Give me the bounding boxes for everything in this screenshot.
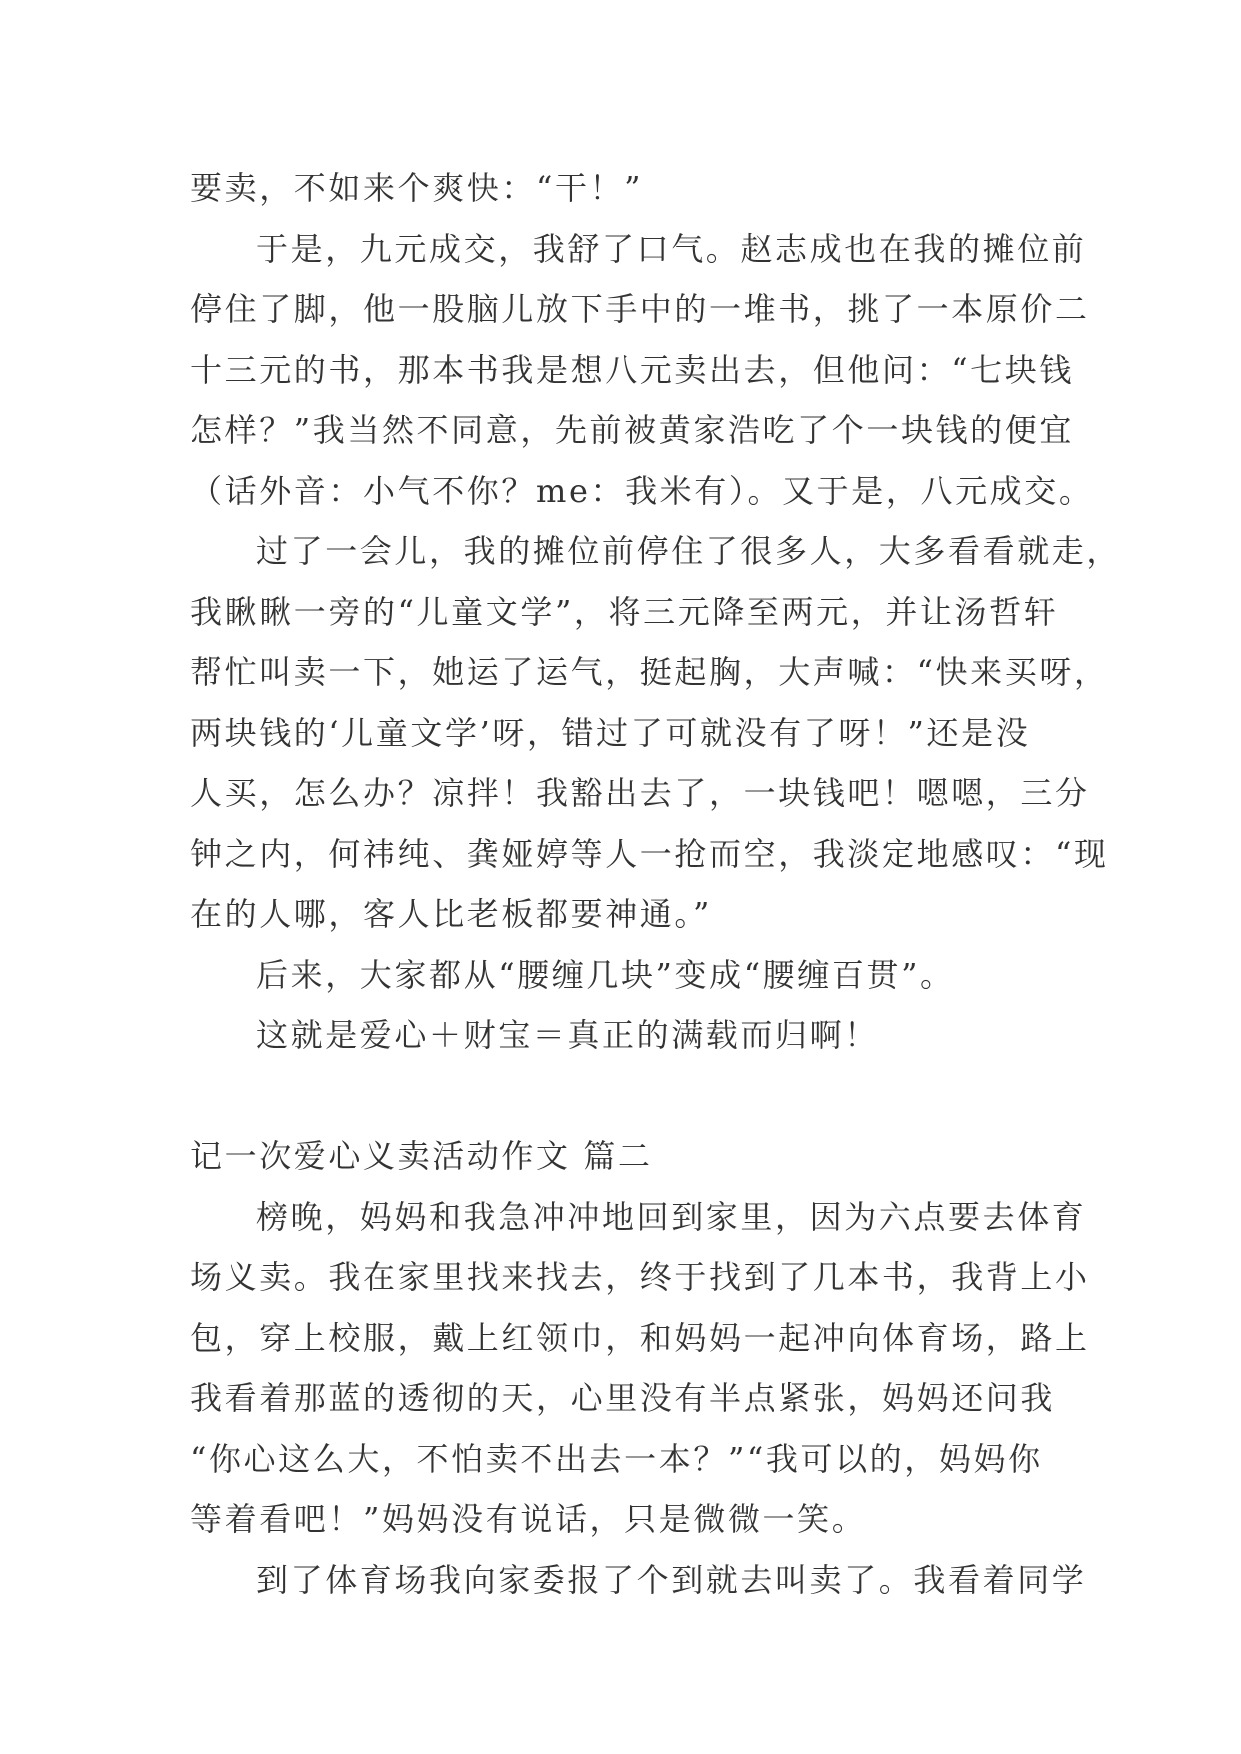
document-body xyxy=(190,158,1122,1610)
text-line: 怎样？”我当然不同意，先前被黄家浩吃了个一块钱的便宜 xyxy=(190,411,1074,449)
text-line: 两块钱的‘儿童文学’呀，错过了可就没有了呀！”还是没 xyxy=(190,713,1031,752)
text-line: 人买，怎么办？凉拌！我豁出去了，一块钱吧！嗯嗯，三分 xyxy=(190,774,1090,812)
paragraph-gap xyxy=(190,1066,1070,1127)
text-line: “你心这么大，不怕卖不出去一本？”“我可以的，妈妈你 xyxy=(190,1439,1043,1478)
text-line: 停住了脚，他一股脑儿放下手中的一堆书，挑了一本原价二 xyxy=(190,290,1090,328)
text-line: 要卖，不如来个爽快：“干！” xyxy=(190,169,644,207)
text-line: 钟之内，何祎纯、龚娅婷等人一抢而空，我淡定地感叹：“现 xyxy=(190,834,1109,873)
text-line: 榜晚，妈妈和我急冲冲地回到家里，因为六点要去体育 xyxy=(256,1197,1087,1236)
text-line: 帮忙叫卖一下，她运了运气，挺起胸，大声喊：“快来买呀， xyxy=(190,653,1109,691)
text-line: （话外音：小气不你？me：我米有）。又于是，八元成交。 xyxy=(190,471,1094,510)
text-line: 这就是爱心＋财宝＝真正的满载而归啊！ xyxy=(256,1016,879,1054)
text-line: 我瞅瞅一旁的“儿童文学”，将三元降至两元，并让汤哲轩 xyxy=(190,592,1059,631)
text-line: 十三元的书，那本书我是想八元卖出去，但他问：“七块钱 xyxy=(190,350,1074,389)
text-line: 包，穿上校服，戴上红领巾，和妈妈一起冲向体育场，路上 xyxy=(190,1318,1090,1357)
text-line: 在的人哪，客人比老板都要神通。” xyxy=(190,895,712,933)
text-line: 我看着那蓝的透彻的天，心里没有半点紧张，妈妈还问我 xyxy=(190,1379,1056,1417)
text-line: 场义卖。我在家里找来找去，终于找到了几本书，我背上小 xyxy=(190,1258,1090,1296)
text-line: 到了体育场我向家委报了个到就去叫卖了。我看着同学 xyxy=(256,1560,1087,1599)
text-line: 后来，大家都从“腰缠几块”变成“腰缠百贯”。 xyxy=(256,955,955,994)
text-line: 过了一会儿，我的摊位前停住了很多人，大多看看就走， xyxy=(256,532,1122,570)
text-line: 等着看吧！”妈妈没有说话，只是微微一笑。 xyxy=(190,1500,867,1538)
section-heading: 记一次爱心义卖活动作文 篇二 xyxy=(190,1137,653,1175)
text-line: 于是，九元成交，我舒了口气。赵志成也在我的摊位前 xyxy=(256,229,1087,268)
